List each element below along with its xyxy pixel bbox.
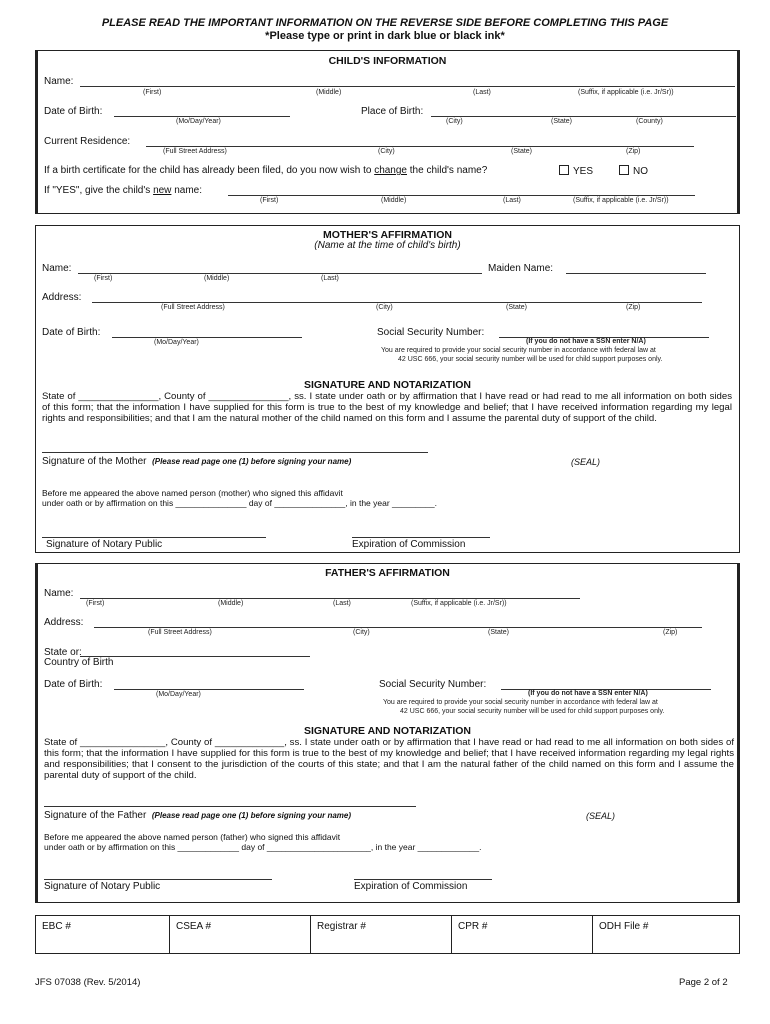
mother-before-2: under oath or by affirmation on this _______________ day of _______________, in the year _________. <box>42 498 437 508</box>
father-signature-label: Signature of the Father (Please read page one (1) before signing your name) <box>44 810 352 821</box>
father-addr-sub-street: (Full Street Address) <box>148 629 212 636</box>
csea-number-cell[interactable]: CSEA # <box>170 916 311 953</box>
mother-dob-label: Date of Birth: <box>42 327 101 338</box>
father-address-field[interactable] <box>94 627 702 628</box>
child-name-label: Name: <box>44 76 74 87</box>
registrar-number-cell[interactable]: Registrar # <box>311 916 452 953</box>
mother-signature-label: Signature of the Mother (Please read page one (1) before signing your name) <box>42 456 352 467</box>
father-notary-field[interactable] <box>44 879 272 880</box>
father-seal: (SEAL) <box>586 811 616 821</box>
mother-name-sub-last: (Last) <box>321 275 339 282</box>
child-name-field[interactable] <box>80 86 735 87</box>
ebc-number-cell[interactable]: EBC # <box>36 916 170 953</box>
father-addr-sub-city: (City) <box>353 629 370 636</box>
father-name-label: Name: <box>44 588 74 599</box>
child-pob-sub-state: (State) <box>551 118 573 125</box>
father-expiration-field[interactable] <box>354 879 492 880</box>
father-state-field[interactable] <box>80 656 310 657</box>
mother-dob-sub: (Mo/Day/Year) <box>154 339 199 346</box>
father-sig-title: SIGNATURE AND NOTARIZATION <box>303 725 471 737</box>
new-name-sub-last: (Last) <box>503 197 521 204</box>
father-before-2: under oath or by affirmation on this _____________ day of ______________________, in the year _____________. <box>44 842 482 852</box>
new-name-sub-middle: (Middle) <box>381 197 407 204</box>
father-ssn-note-2: 42 USC 666, your social security number will be used for child support purposes only. <box>400 708 665 715</box>
mother-name-label: Name: <box>42 263 72 274</box>
mother-name-sub-first: (First) <box>94 275 113 282</box>
father-before-1: Before me appeared the above named person (father) who signed this affidavit <box>44 832 341 842</box>
mother-seal: (SEAL) <box>571 457 601 467</box>
child-pob-label: Place of Birth: <box>361 106 424 117</box>
father-expiration-label: Expiration of Commission <box>354 881 468 892</box>
child-information-section <box>35 50 740 214</box>
father-state-label: State or: <box>44 647 82 658</box>
father-section-title: FATHER'S AFFIRMATION <box>325 567 450 579</box>
father-address-label: Address: <box>44 617 84 628</box>
mother-ssn-note-1: You are required to provide your social security number in accordance with federal law at <box>381 347 656 354</box>
mother-signature-field[interactable] <box>42 452 428 453</box>
mother-ssn-note-2: 42 USC 666, your social security number will be used for child support purposes only. <box>398 356 663 363</box>
mother-ssn-na: (If you do not have a SSN enter N/A) <box>526 338 646 345</box>
mother-notary-label: Signature of Notary Public <box>46 539 163 550</box>
father-name-sub-first: (First) <box>86 600 105 607</box>
yes-checkbox[interactable]: YES <box>559 165 593 177</box>
father-name-sub-middle: (Middle) <box>218 600 244 607</box>
maiden-name-field[interactable] <box>566 273 706 274</box>
page-number: Page 2 of 2 <box>679 977 728 988</box>
mother-section-title: MOTHER'S AFFIRMATION <box>322 229 453 241</box>
mother-section-subtitle: (Name at the time of child's birth) <box>314 240 461 251</box>
father-ssn-label: Social Security Number: <box>379 679 487 690</box>
mother-addr-sub-zip: (Zip) <box>626 304 641 311</box>
mother-address-label: Address: <box>42 292 82 303</box>
father-addr-sub-zip: (Zip) <box>663 629 678 636</box>
new-name-sub-first: (First) <box>260 197 279 204</box>
mother-name-field[interactable] <box>78 273 482 274</box>
father-ssn-na: (If you do not have a SSN enter N/A) <box>528 690 648 697</box>
father-ssn-note-1: You are required to provide your social security number in accordance with federal law at <box>383 699 658 706</box>
child-pob-sub-city: (City) <box>446 118 463 125</box>
mother-sig-title: SIGNATURE AND NOTARIZATION <box>303 379 471 391</box>
child-res-sub-zip: (Zip) <box>626 148 641 155</box>
child-name-sub-suffix: (Suffix, if applicable (i.e. Jr/Sr)) <box>578 89 674 96</box>
mother-affirmation-section <box>35 225 740 553</box>
office-use-row <box>35 915 740 954</box>
father-name-field[interactable] <box>80 598 580 599</box>
no-checkbox[interactable]: NO <box>619 165 648 177</box>
new-name-sub-suffix: (Suffix, if applicable (i.e. Jr/Sr)) <box>573 197 669 204</box>
cpr-number-cell[interactable]: CPR # <box>452 916 593 953</box>
mother-addr-sub-city: (City) <box>376 304 393 311</box>
mother-ssn-label: Social Security Number: <box>377 327 485 338</box>
child-name-sub-last: (Last) <box>473 89 491 96</box>
father-name-sub-suffix: (Suffix, if applicable (i.e. Jr/Sr)) <box>411 600 507 607</box>
form-id: JFS 07038 (Rev. 5/2014) <box>35 977 141 988</box>
child-section-title: CHILD'S INFORMATION <box>328 55 447 67</box>
mother-notary-field[interactable] <box>42 537 266 538</box>
child-pob-sub-county: (County) <box>636 118 663 125</box>
child-dob-field[interactable] <box>114 116 290 117</box>
father-oath-text: State of ________________, County of _____________, ss. I state under oath or by affirmation that I have read or had read to me all information on both sides of this form; that the information I have supplied for this form is true to the best of my knowledge and belief; that I have received information regarding my legal rights and responsibilities; that I consent to the jurisdiction of the courts of this state; and that I am the natural father of the child named on this form and I assume the parental duty of support of the child. <box>44 737 734 781</box>
father-dob-field[interactable] <box>114 689 304 690</box>
change-name-question: If a birth certificate for the child has already been filed, do you now wish to change the child's name? <box>44 165 488 176</box>
father-signature-field[interactable] <box>44 806 416 807</box>
mother-before-1: Before me appeared the above named person (mother) who signed this affidavit <box>42 488 343 498</box>
mother-dob-field[interactable] <box>112 337 302 338</box>
ink-instruction: *Please type or print in dark blue or black ink* <box>265 30 505 42</box>
new-name-field[interactable] <box>228 195 695 196</box>
child-res-sub-street: (Full Street Address) <box>163 148 227 155</box>
no-checkbox-box[interactable] <box>619 165 629 175</box>
maiden-name-label: Maiden Name: <box>488 263 554 274</box>
child-residence-label: Current Residence: <box>44 136 131 147</box>
reverse-side-notice: PLEASE READ THE IMPORTANT INFORMATION ON THE REVERSE SIDE BEFORE COMPLETING THIS PAGE <box>101 17 669 29</box>
child-pob-field[interactable] <box>431 116 736 117</box>
child-dob-label: Date of Birth: <box>44 106 103 117</box>
child-name-sub-middle: (Middle) <box>316 89 342 96</box>
father-dob-label: Date of Birth: <box>44 679 103 690</box>
child-dob-sub: (Mo/Day/Year) <box>176 118 221 125</box>
father-addr-sub-state: (State) <box>488 629 510 636</box>
child-name-sub-first: (First) <box>143 89 162 96</box>
father-name-sub-last: (Last) <box>333 600 351 607</box>
yes-checkbox-box[interactable] <box>559 165 569 175</box>
father-dob-sub: (Mo/Day/Year) <box>156 691 201 698</box>
child-res-sub-state: (State) <box>511 148 533 155</box>
mother-oath-text: State of _______________, County of _______________, ss. I state under oath or by affirmation that I have read or had read to me all information on both sides of this form; that the information I have supplied for this form is true to the best of my knowledge and belief; that I have received information regarding my legal rights and responsibilities; and that I am the natural mother of the child named on this form and I assume the parental duty of support of the child. <box>42 391 732 424</box>
child-res-sub-city: (City) <box>378 148 395 155</box>
father-notary-label: Signature of Notary Public <box>44 881 161 892</box>
mother-addr-sub-street: (Full Street Address) <box>161 304 225 311</box>
child-residence-field[interactable] <box>146 146 694 147</box>
father-country-label: Country of Birth <box>44 657 114 668</box>
odh-file-cell[interactable]: ODH File # <box>599 921 649 932</box>
mother-address-field[interactable] <box>92 302 702 303</box>
new-name-label: If "YES", give the child's new name: <box>44 185 202 196</box>
father-affirmation-section <box>35 563 740 903</box>
mother-name-sub-middle: (Middle) <box>204 275 230 282</box>
mother-expiration-label: Expiration of Commission <box>352 539 466 550</box>
mother-addr-sub-state: (State) <box>506 304 528 311</box>
mother-expiration-field[interactable] <box>352 537 490 538</box>
